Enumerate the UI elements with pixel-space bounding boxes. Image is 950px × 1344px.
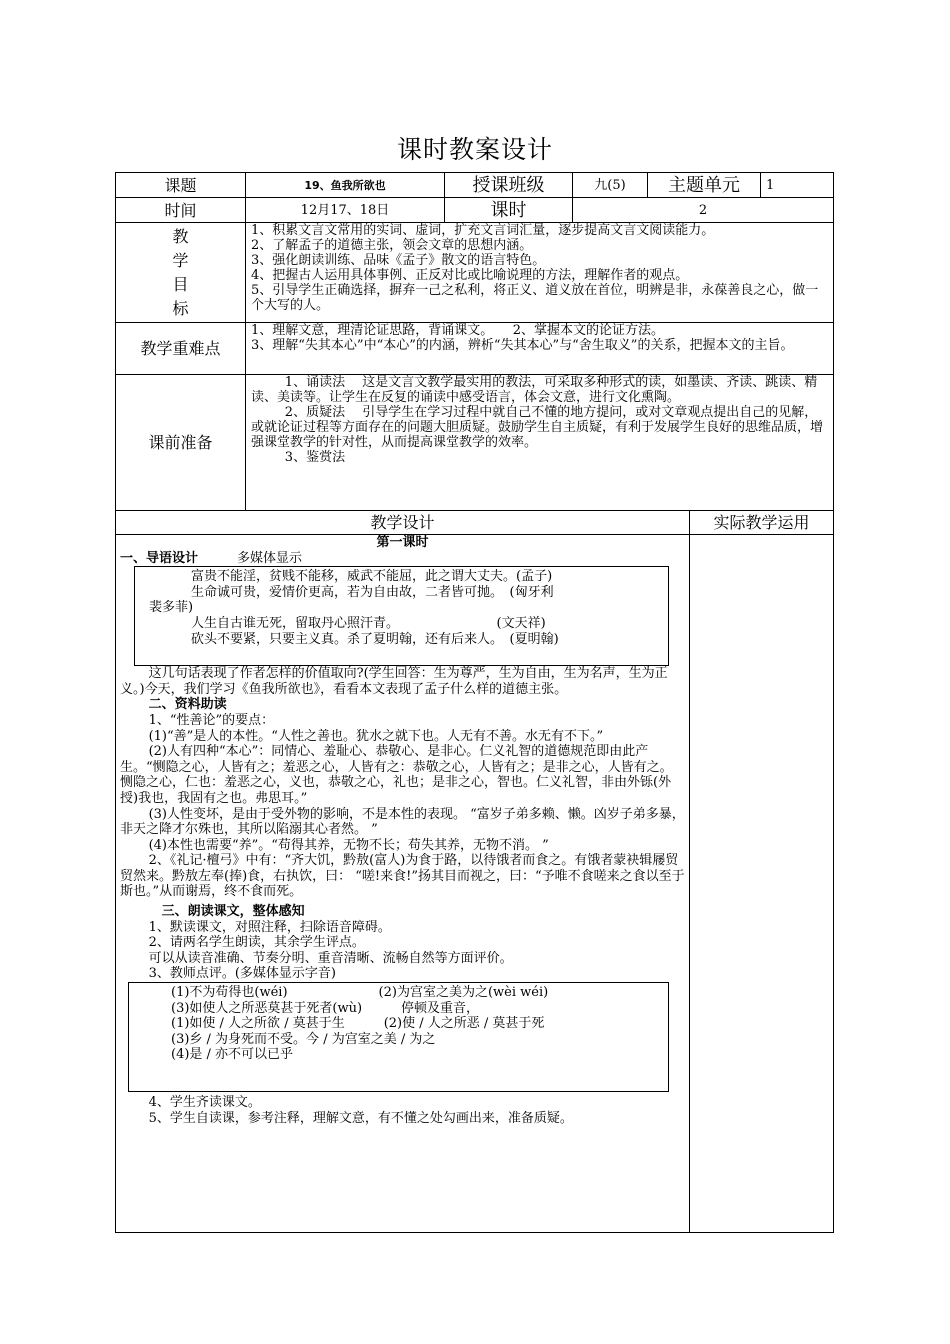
reading-item: 2、请两名学生朗读，其余学生评点。 bbox=[148, 935, 365, 951]
materials-item: 1、“性善论”的要点： bbox=[148, 712, 275, 728]
hours-value: 2 bbox=[573, 198, 834, 223]
quote-box bbox=[134, 566, 669, 666]
box-line: (4)是 / 亦不可以已乎 bbox=[171, 1047, 294, 1063]
box-line: (3)如使人之所恶莫甚于死者(wù) 停顿及重音， bbox=[171, 1000, 480, 1016]
time-label: 时间 bbox=[116, 198, 246, 223]
key-points-row bbox=[116, 323, 834, 375]
prep-label: 课前准备 bbox=[116, 375, 246, 511]
box-line: (1)不为苟得也(wéi) (2)为宫室之美为之(wèi wéi) bbox=[171, 985, 549, 1001]
lesson-title: 第一课时 bbox=[376, 535, 429, 550]
goal-item: 4、把握古人运用具体事例、正反对比或比喻说理的方法，理解作者的观点。 bbox=[251, 268, 689, 283]
reading-item: 1、默读课文，对照注释，扫除语音障碍。 bbox=[148, 919, 391, 935]
topic-value: 19、鱼我所欲也 bbox=[246, 173, 445, 198]
lesson-plan-table bbox=[115, 172, 834, 1233]
quote-line: 砍头不要紧，只要主义真。杀了夏明翰，还有后来人。 (夏明翰) bbox=[191, 631, 559, 647]
materials-item: 2、《礼记·檀弓》中有：“齐大饥，黔敖(富人)为食于路，以待饿者而食之。有饿者蒙袂辑屦贸贸然来。黔敖左奉(捧)食，右执饮，曰： “嗟!来食!”扬其目而视之，曰：“予唯不食嗟来之食以至于斯也。”从而谢焉，终不食而死。 bbox=[120, 853, 685, 900]
goal-item: 2、了解孟子的道德主张，领会文章的思想内涵。 bbox=[251, 238, 533, 253]
key-points-label: 教学重难点 bbox=[116, 323, 246, 375]
quote-line: 人生自古谁无死，留取丹心照汗青。 (文天祥) bbox=[191, 615, 546, 631]
section-intro: 一、导语设计 多媒体显示 bbox=[120, 550, 303, 566]
hours-label: 课时 bbox=[445, 198, 573, 223]
box-line: (3)乡 / 为身死而不受。今 / 为宫室之美 / 为之 bbox=[171, 1031, 436, 1047]
design-content bbox=[116, 535, 690, 1233]
goal-item: 5、引导学生正确选择，摒弃一己之私利，将正义、道义放在首位，明辨是非，永葆善良之心，做一个大写的人。 bbox=[251, 283, 819, 313]
reading-item: 可以从读音准确、节奏分明、重音清晰、流畅自然等方面评价。 bbox=[148, 950, 513, 966]
quote-line: 生命诚可贵，爱情价更高，若为自由故，二者皆可抛。 (匈牙利 bbox=[191, 584, 554, 600]
header-row-time bbox=[116, 198, 834, 223]
unit-value: 1 bbox=[761, 173, 834, 198]
materials-item: (2)人有四种“本心”：同情心、羞耻心、恭敬心、是非心。仁义礼智的道德规范即由此产生。“恻隐之心，人皆有之；羞恶之心，人皆有之：恭敬之心，人皆有之；是非之心，人皆有之。恻隐之心，仁也：羞恶之心，义也，恭敬之心，礼也；是非之心，智也。仁义礼智，非由外铄(外授)我也，我固有之也。弗思耳。” bbox=[120, 744, 673, 806]
goals-label: 教 学 目 标 bbox=[116, 223, 246, 323]
tail-item: 4、学生齐读课文。 bbox=[148, 1095, 261, 1110]
pronunciation-box bbox=[128, 982, 669, 1092]
design-row bbox=[116, 535, 834, 1233]
class-label: 授课班级 bbox=[445, 173, 573, 198]
materials-item: (4)本性也需要“养”。“苟得其养，无物不长；苟失其养，无物不消。 ” bbox=[148, 837, 549, 853]
class-value: 九(5) bbox=[573, 173, 648, 198]
time-value: 12月17、18日 bbox=[246, 198, 445, 223]
key-points-content: 1、理解文意，理清论证思路，背诵课文。 2、掌握本文的论证方法。 3、理解“失其本心”中“本心”的内涵，辨析“失其本心”与“舍生取义”的关系，把握本文的主旨。 bbox=[246, 323, 834, 375]
quote-line: 裴多菲) bbox=[149, 600, 194, 616]
unit-label: 主题单元 bbox=[648, 173, 761, 198]
intro-paragraph: 这几句话表现了作者怎样的价值取向?(学生回答：生为尊严，生为自由，生为名声，生为正义。)今天，我们学习《鱼我所欲也》，看看本文表现了孟子什么样的道德主张。 bbox=[120, 666, 668, 697]
practice-col-title: 实际教学运用 bbox=[690, 511, 834, 535]
quote-line: 富贵不能淫，贫贱不能移，威武不能屈，此之谓大丈夫。(孟子) bbox=[191, 569, 553, 585]
prep-content: 1、诵读法 这是文言文教学最实用的教法，可采取多种形式的读，如墨读、齐读、跳读、精读、美读等。让学生在反复的诵读中感受语言，体会文意，进行文化熏陶。 2、质疑法 引导学生在学习过程中就自己不懂的地方提问，或对文章观点提出自己的见解，或就论证过程等方面存在的问题大胆质疑。鼓励学生自主质疑，有利于发展学生良好的思维品质，增强课堂教学的针对性，从而提高课堂教学的效率。 3、鉴赏法 bbox=[246, 375, 834, 511]
goal-item: 3、强化朗读训练、品味《孟子》散文的语言特色。 bbox=[251, 253, 546, 268]
goal-item: 1、积累文言文常用的实词、虚词，扩充文言词汇量，逐步提高文言文阅读能力。 bbox=[251, 223, 715, 238]
reading-item: 3、教师点评。(多媒体显示字音) bbox=[148, 966, 337, 982]
page-title: 课时教案设计 bbox=[396, 135, 553, 164]
section-reading-title: 三、朗读课文，整体感知 bbox=[161, 904, 305, 920]
goals-row bbox=[116, 223, 834, 323]
tail-item: 5、学生自读课，参考注释，理解文意，有不懂之处勾画出来，准备质疑。 bbox=[148, 1110, 573, 1126]
header-row-topic bbox=[116, 173, 834, 198]
topic-label: 课题 bbox=[116, 173, 246, 198]
practice-content bbox=[690, 535, 834, 1233]
goals-content bbox=[246, 223, 834, 323]
materials-item: (1)“善”是人的本性。“人性之善也。犹水之就下也。人无有不善。水无有不下。” bbox=[148, 728, 604, 744]
materials-item: (3)人性变坏，是由于受外物的影响，不是本性的表现。 “富岁子弟多赖、懒。凶岁子弟多暴，非天之降才尔殊也，其所以陷溺其心者然。 ” bbox=[120, 806, 685, 838]
box-line: (1)如使 / 人之所欲 / 莫甚于生 (2)使 / 人之所恶 / 莫甚于死 bbox=[171, 1016, 545, 1032]
prep-row bbox=[116, 375, 834, 511]
design-col-title: 教学设计 bbox=[116, 511, 690, 535]
section-materials-title: 二、资料助读 bbox=[148, 697, 227, 713]
design-header-row bbox=[116, 511, 834, 535]
